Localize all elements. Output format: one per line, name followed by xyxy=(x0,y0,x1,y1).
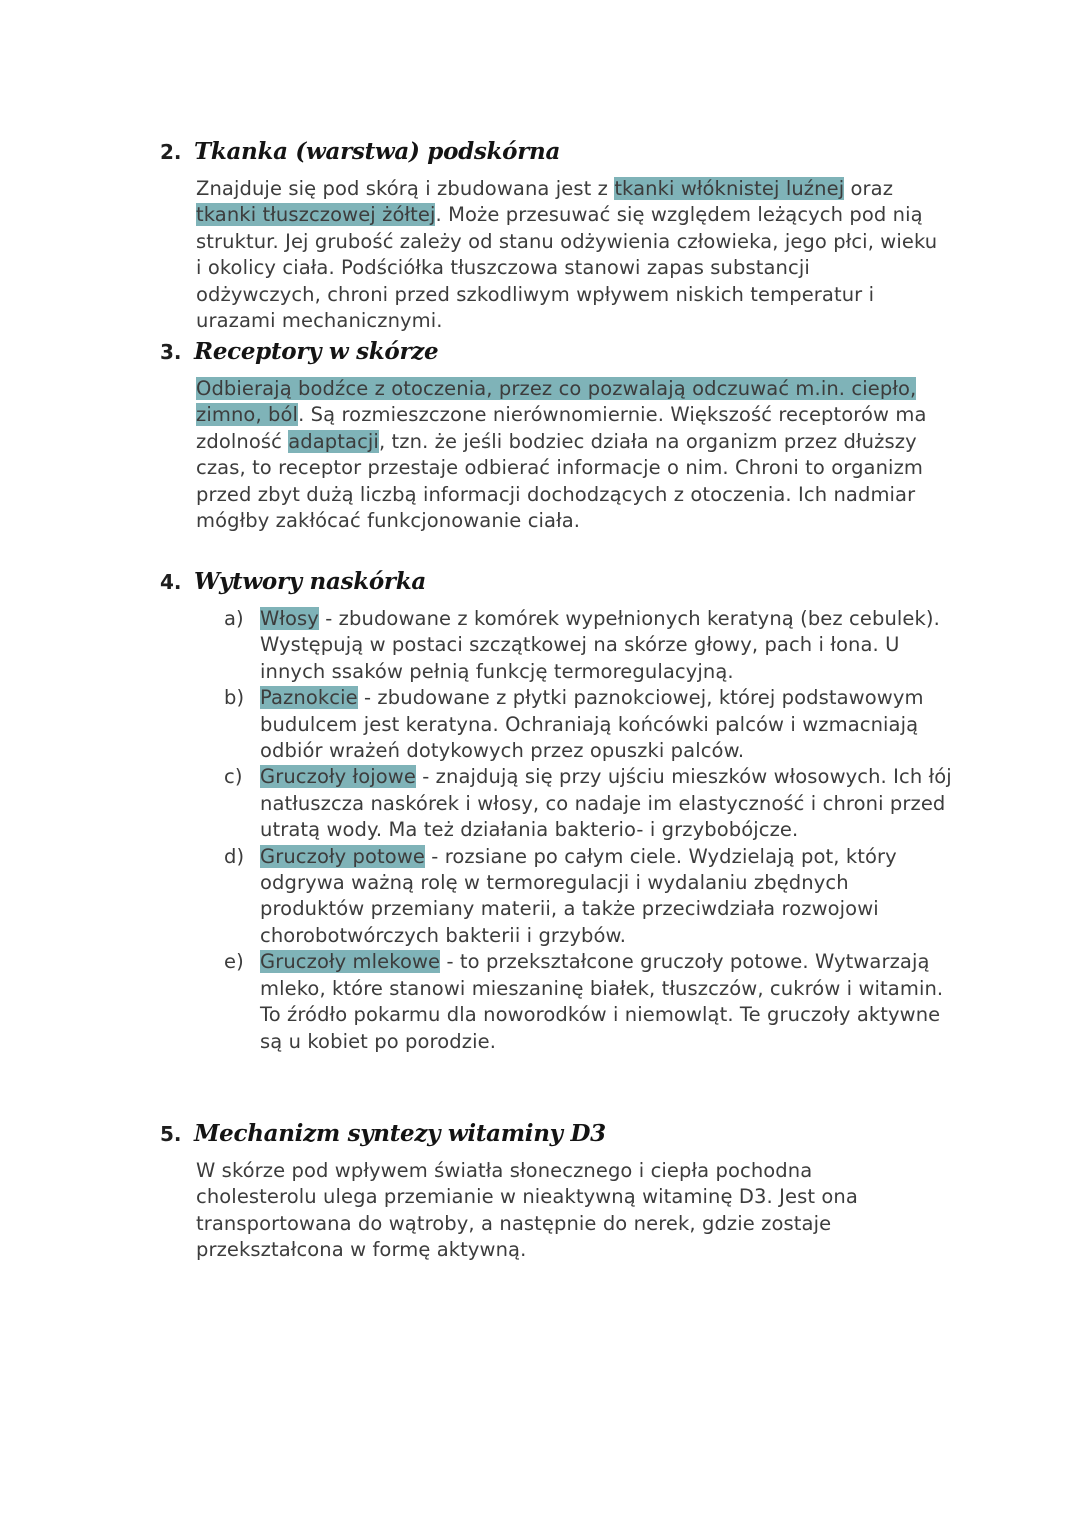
list-item-text: - zbudowane z komórek wypełnionych keratyną (bez cebulek). Występują w postaci szczątkowej na skórze głowy, pach i łona. U innych ssaków pełnią funkcję termoregulacyjną. xyxy=(260,607,940,683)
highlighted-term: Odbierają bodźce z otoczenia, przez co pozwalają odczuwać m.in. ciepło, zimno, ból xyxy=(196,377,917,427)
list-item xyxy=(224,606,954,685)
paragraph-text: Znajduje się pod skórą i zbudowana jest z xyxy=(196,177,615,200)
section-3-paragraph xyxy=(196,376,938,534)
list-item xyxy=(224,764,954,843)
list-item-body xyxy=(260,844,954,950)
paragraph-text: oraz xyxy=(844,177,894,200)
highlighted-term: Włosy xyxy=(260,607,319,630)
list-item-text: - rozsiane po całym ciele. Wydzielają pot, który odgrywa ważną rolę w termoregulacji i wydalaniu zbędnych produktów przemiany materii, a także przeciwdziała rozwojowi chorobotwórczych bakterii i grzybów. xyxy=(260,844,897,947)
list-item-letter: e) xyxy=(224,950,244,974)
list-item-text: - znajdują się przy ujściu mieszków włosowych. Ich łój natłuszcza naskórek i włosy, co nadaje im elastyczność i chroni przed utratą wody. Ma też działania bakterio- i grzybobójcze. xyxy=(260,765,952,842)
highlighted-term: Gruczoły potowe xyxy=(260,844,425,868)
list-item-body xyxy=(260,949,954,1055)
section-number: 3. xyxy=(160,340,182,364)
section-title: Mechanizm syntezy witaminy D3 xyxy=(194,1120,606,1147)
section-4 xyxy=(160,568,960,1055)
section-5-paragraph: W skórze pod wpływem światła słonecznego i ciepła pochodna cholesterolu ulega przemianie w nieaktywną witaminę D3. Jest ona transportowana do wątroby, a następnie do nerek, gdzie zostaje przekształcona w formę aktywną. xyxy=(196,1159,858,1262)
highlighted-term: tkanki tłuszczowej żółtej xyxy=(196,203,436,227)
list-item-letter: c) xyxy=(224,765,243,789)
list-item-body xyxy=(260,606,954,685)
section-2 xyxy=(160,138,960,334)
list-item-letter: d) xyxy=(224,844,245,868)
section-3 xyxy=(160,338,960,534)
section-3-heading xyxy=(160,338,960,376)
section-title: Receptory w skórze xyxy=(194,338,439,365)
list-item-letter: a) xyxy=(224,607,244,630)
list-item xyxy=(224,949,954,1055)
section-5 xyxy=(160,1120,960,1264)
section-number: 2. xyxy=(160,140,182,164)
products-list xyxy=(224,606,954,1055)
list-item xyxy=(224,685,954,764)
highlighted-term: Paznokcie xyxy=(260,686,358,710)
list-item-text: - zbudowane z płytki paznokciowej, której podstawowym budulcem jest keratyna. Ochraniają końcówki palców i wzmacniają odbiór wrażeń dotykowych przez opuszki palców. xyxy=(260,686,924,763)
section-title: Wytwory naskórka xyxy=(194,568,426,595)
section-number: 4. xyxy=(160,570,182,594)
list-item xyxy=(224,844,954,950)
section-4-heading xyxy=(160,568,960,606)
paragraph-text: . Są rozmieszczone nierównomiernie. Większość receptorów ma zdolność xyxy=(196,403,927,453)
section-5-heading xyxy=(160,1120,960,1158)
section-2-heading xyxy=(160,138,960,176)
list-item-text: - to przekształcone gruczoły potowe. Wytwarzają mleko, które stanowi mieszaninę białek, tłuszczów, cukrów i witamin. To źródło pokarmu dla noworodków i niemowląt. Te gruczoły aktywne są u kobiet po porodzie. xyxy=(260,950,944,1053)
highlighted-term: adaptacji xyxy=(288,429,379,453)
highlighted-term: Gruczoły łojowe xyxy=(260,765,416,789)
highlighted-term: Gruczoły mlekowe xyxy=(260,950,441,974)
list-item-letter: b) xyxy=(224,686,245,710)
section-title: Tkanka (warstwa) podskórna xyxy=(194,138,561,165)
paragraph-text: , tzn. że jeśli bodziec działa na organizm przez dłuższy czas, to receptor przestaje odbierać informacje o nim. Chroni to organizm przed zbyt dużą liczbą informacji dochodzących z otoczenia. Ich nadmiar mógłby zakłócać funkcjonowanie ciała. xyxy=(196,429,923,533)
list-item-body xyxy=(260,764,954,843)
section-number: 5. xyxy=(160,1122,182,1146)
highlighted-term: tkanki włóknistej luźnej xyxy=(614,177,845,200)
section-2-paragraph xyxy=(196,176,938,334)
list-item-body xyxy=(260,685,954,764)
paragraph-text: . Może przesuwać się względem leżących pod nią struktur. Jej grubość zależy od stanu odżywienia człowieka, jego płci, wieku i okolicy ciała. Podściółka tłuszczowa stanowi zapas substancji odżywczych, chroni przed szkodliwym wpływem niskich temperatur i urazami mechanicznymi. xyxy=(196,203,938,333)
